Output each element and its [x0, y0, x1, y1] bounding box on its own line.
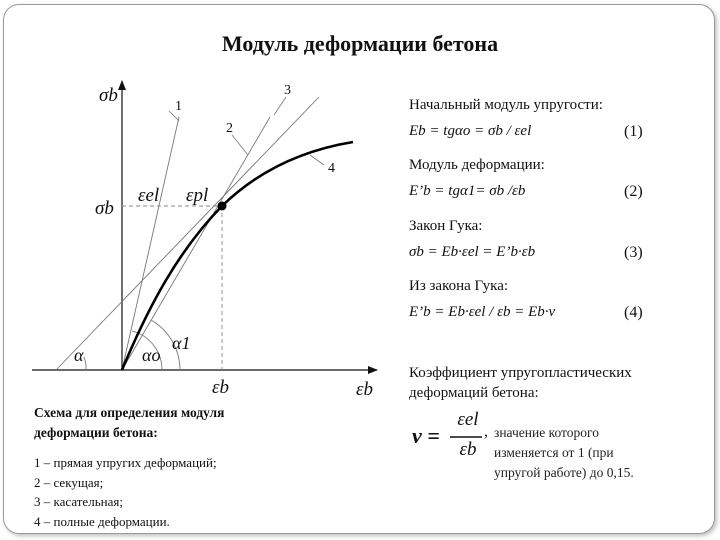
legend-item-1: 1 – прямая упругих деформаций;: [34, 455, 217, 470]
leader-3: [274, 97, 286, 115]
slide: [3, 4, 715, 534]
formula-2-heading: Модуль деформации:: [409, 157, 545, 173]
curve-total-deformation: [122, 142, 353, 370]
caption-line-2: деформации бетона:: [34, 425, 158, 440]
line-1-label: 1: [175, 99, 182, 114]
leader-2: [232, 135, 248, 155]
sigma-axis-label: σb: [99, 85, 118, 106]
leader-4: [310, 155, 324, 165]
formula-4-heading: Из закона Гука:: [409, 278, 509, 294]
coefficient-heading-1: Коэффициент упругопластических: [409, 365, 632, 381]
alpha-label: α: [74, 345, 84, 365]
formula-3-heading: Закон Гука:: [409, 218, 483, 234]
coefficient-note-3: упругой работе) до 0,15.: [494, 465, 634, 480]
formula-4-number: (4): [624, 304, 643, 321]
formula-1-number: (1): [624, 123, 643, 140]
legend-item-4: 4 – полные деформации.: [34, 513, 170, 529]
eps-axis-label: εb: [356, 379, 373, 400]
fraction-numerator: εel: [457, 409, 479, 430]
coefficient-heading-2: деформаций бетона:: [409, 385, 539, 401]
sigma-level-label: σb: [95, 198, 114, 219]
coefficient-note-2: изменяется от 1 (при: [494, 445, 614, 460]
line-4-label: 4: [328, 161, 335, 176]
alpha-arc: [84, 357, 86, 370]
formula-3-number: (3): [624, 244, 643, 261]
formula-4-expr: E’b = Eb·εel / εb = Eb·ν: [409, 304, 556, 320]
line-tangent: [56, 97, 319, 370]
page-title: Модуль деформации бетона: [221, 31, 499, 56]
eps-el-label: εel: [138, 185, 160, 206]
eps-b-label: εb: [212, 377, 229, 398]
alpha-1-label: α1: [172, 333, 191, 353]
legend-item-3: 3 – касательная;: [34, 494, 123, 509]
formula-1-expr: Eb = tgαo = σb / εel: [409, 123, 532, 139]
line-elastic: [122, 117, 179, 370]
formula-1-heading: Начальный модуль упругости:: [409, 97, 603, 113]
point-marker: [218, 202, 227, 211]
line-3-label: 3: [284, 83, 291, 98]
caption-line-1: Схема для определения модуля: [34, 405, 225, 420]
eps-pl-label: εpl: [186, 185, 209, 206]
coefficient-note-1: значение которого: [494, 425, 599, 440]
alpha-o-label: αo: [142, 345, 161, 365]
legend-item-2: 2 – секущая;: [34, 474, 104, 490]
formula-3-expr: σb = Eb·εel = E’b·εb: [409, 244, 536, 260]
fraction-denominator: εb: [459, 439, 477, 460]
fraction-comma: ,: [484, 423, 488, 440]
line-2-label: 2: [226, 121, 233, 136]
legend: [34, 453, 217, 531]
formula-2-number: (2): [624, 183, 643, 200]
formula-2-expr: E’b = tgα1= σb /εb: [409, 183, 526, 199]
nu-symbol: ν =: [412, 423, 440, 448]
